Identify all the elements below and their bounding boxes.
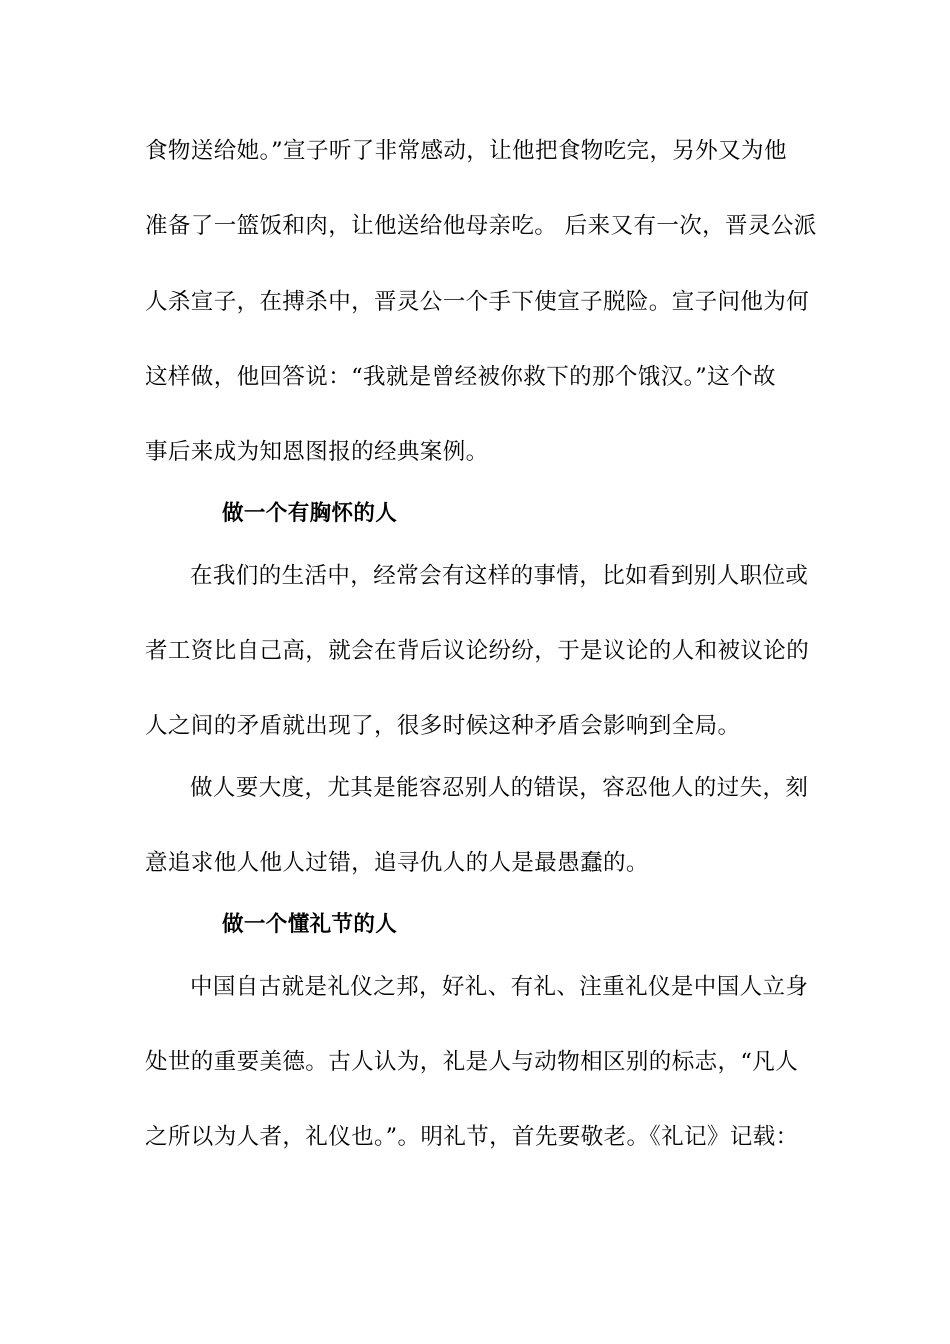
- text-line: 这样做，他回答说：“我就是曾经被你救下的那个饿汉。”这个故: [145, 364, 776, 390]
- text-line: 处世的重要美德。古人认为，礼是人与动物相区别的标志，“凡人: [145, 1049, 799, 1075]
- text-line: 意追求他人他人过错，追寻仇人的人是最愚蠢的。: [145, 850, 649, 876]
- text-line: 准备了一篮饭和肉，让他送给他母亲吃。 后来又有一次，晋灵公派: [145, 213, 817, 239]
- section-heading: 做一个懂礼节的人: [222, 912, 398, 937]
- text-line: 食物送给她。”宣子听了非常感动，让他把食物吃完，另外又为他: [145, 138, 787, 164]
- text-line: 中国自古就是礼仪之邦，好礼、有礼、注重礼仪是中国人立身: [190, 974, 809, 1000]
- text-line: 者工资比自己高，就会在背后议论纷纷，于是议论的人和被议论的: [145, 638, 810, 664]
- text-line: 人杀宣子，在搏杀中，晋灵公一个手下使宣子脱险。宣子问他为何: [145, 289, 810, 315]
- section-heading: 做一个有胸怀的人: [222, 501, 398, 526]
- text-line: 事后来成为知恩图报的经典案例。: [145, 439, 489, 465]
- text-line: 之所以为人者，礼仪也。”。明礼节，首先要敬老。《礼记》记载：: [145, 1124, 799, 1150]
- text-line: 人之间的矛盾就出现了，很多时候这种矛盾会影响到全局。: [145, 713, 741, 739]
- text-line: 在我们的生活中，经常会有这样的事情，比如看到别人职位或: [190, 563, 809, 589]
- text-line: 做人要大度，尤其是能容忍别人的错误，容忍他人的过失，刻: [190, 775, 809, 801]
